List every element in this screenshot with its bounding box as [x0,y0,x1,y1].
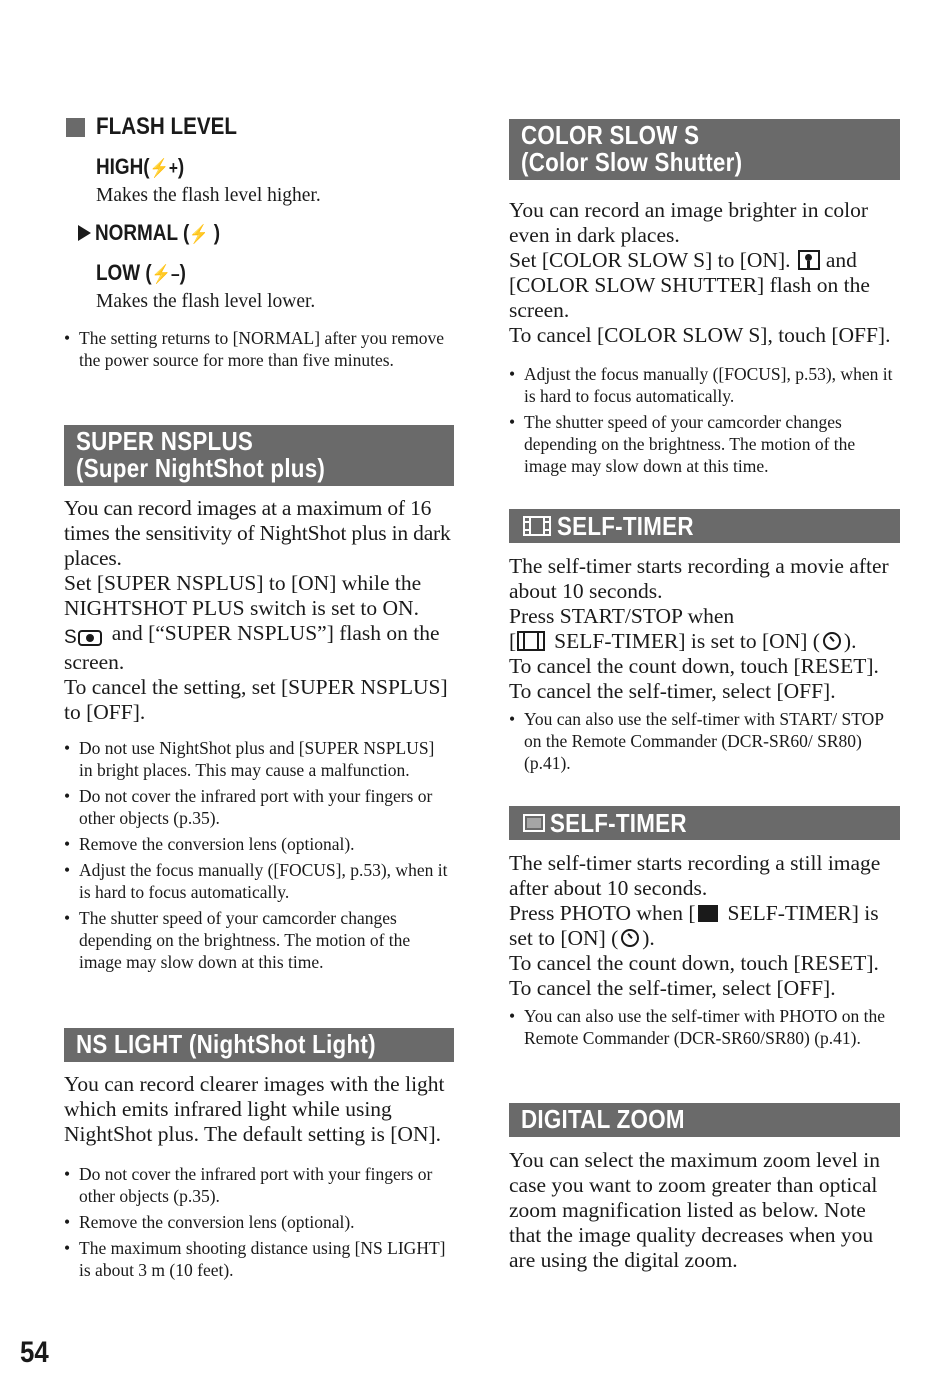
list-item: • You can also use the self-timer with START/ STOP on the Remote Commander (DCR-SR60/ SR80) (p.41). [509,708,899,774]
list-item: • Do not use NightShot plus and [SUPER NSPLUS] in bright places. This may cause a malfunction. [64,737,452,781]
flash-level-heading [66,113,260,141]
self-timer-still-para1: The self-timer starts recording a still image after about 10 seconds. [509,851,881,900]
flash-level-notes [64,327,444,375]
flash-option-normal-label: NORMAL (⚡ ) [95,220,221,245]
list-item: • You can also use the self-timer with PHOTO on the Remote Commander (DCR-SR60/SR80) (p.41). [509,1005,899,1049]
self-timer-movie-banner [509,509,900,543]
self-timer-still-notes [509,1005,899,1053]
color-slow-s-body [509,198,902,348]
timer-icon [621,929,639,947]
list-item: • Adjust the focus manually ([FOCUS], p.53), when it is hard to focus automatically. [509,363,899,407]
super-nsplus-title-line1: SUPER NSPLUS [76,426,254,456]
color-slow-s-banner [509,119,900,180]
color-slow-s-title-line2: (Color Slow Shutter) [521,147,743,177]
color-slow-s-para2: Set [COLOR SLOW S] to [ON]. and [COLOR SLOW SHUTTER] flash on the screen. [509,248,870,322]
self-timer-movie-para4: To cancel the self-timer, select [OFF]. [509,679,836,703]
list-item: • The setting returns to [NORMAL] after you remove the power source for more than five minutes. [64,327,444,371]
self-timer-still-body [509,851,902,1001]
square-bullet-icon [66,118,85,137]
super-nsplus-para2: Set [SUPER NSPLUS] to [ON] while the NIGHTSHOT PLUS switch is set to ON. [64,571,422,620]
self-timer-movie-para2b: [ SELF-TIMER] is set to [ON] ( ). [509,629,857,653]
super-nsplus-body [64,496,456,725]
flash-icon: ⚡+ [149,158,178,178]
super-nsplus-para3: S and [“SUPER NSPLUS”] flash on the screen. [64,621,440,674]
color-slow-s-title-line1: COLOR SLOW S [521,120,700,150]
flash-option-normal [78,220,240,246]
digital-zoom-title: DIGITAL ZOOM [521,1104,685,1134]
digital-zoom-banner [509,1103,900,1137]
self-timer-movie-para3: To cancel the count down, touch [RESET]. [509,654,879,678]
flash-option-low-label: LOW (⚡–) [96,260,186,285]
flash-icon: ⚡– [151,264,180,284]
ns-light-banner [64,1028,454,1062]
self-timer-movie-title: SELF-TIMER [557,510,694,541]
self-timer-movie-para1: The self-timer starts recording a movie after about 10 seconds. [509,554,889,603]
super-nsplus-para1: You can record images at a maximum of 16 times the sensitivity of NightShot plus in dark places. [64,496,451,570]
camera-frame-icon [523,814,545,832]
self-timer-still-para3: To cancel the count down, touch [RESET]. [509,951,879,975]
flash-option-high-label: HIGH(⚡+) [96,154,185,179]
color-slow-s-notes [509,363,899,481]
self-timer-still-para2: Press PHOTO when [ SELF-TIMER] is set to [ON] ( ). [509,901,879,950]
self-timer-still-banner [509,806,900,840]
self-timer-still-title: SELF-TIMER [550,807,687,838]
flash-option-high [96,154,199,180]
flash-icon: ⚡ [189,224,209,244]
film-icon [517,631,545,651]
flash-option-low-desc: Makes the flash level lower. [96,291,316,312]
color-slow-s-para1: You can record an image brighter in color even in dark places. [509,198,869,247]
ns-light-para: You can record clearer images with the light which emits infrared light while using NightShot plus. The default setting is [ON]. [64,1072,445,1146]
flash-option-low [96,260,201,286]
nightshot-icon: S [64,625,102,650]
list-item: • Remove the conversion lens (optional). [64,1211,452,1233]
self-timer-movie-para2a: Press START/STOP when [509,604,735,628]
list-item: • The maximum shooting distance using [NS LIGHT] is about 3 m (10 feet). [64,1237,452,1281]
self-timer-still-para4: To cancel the self-timer, select [OFF]. [509,976,836,1000]
list-item: • The shutter speed of your camcorder changes depending on the brightness. The motion of the image may slow down at this time. [509,411,899,477]
flash-option-high-desc: Makes the flash level higher. [96,185,321,206]
super-nsplus-para4: To cancel the setting, set [SUPER NSPLUS] to [OFF]. [64,675,448,724]
digital-zoom-para: You can select the maximum zoom level in case you want to zoom greater than optical zoom magnification listed as below. Note that the image quality decreases when you are using the digital zoom. [509,1148,881,1272]
timer-icon [823,632,841,650]
flash-level-title: FLASH LEVEL [96,113,238,140]
list-item: • The shutter speed of your camcorder changes depending on the brightness. The motion of the image may slow down at this time. [64,907,452,973]
list-item: • Do not cover the infrared port with your fingers or other objects (p.35). [64,785,452,829]
page-number: 54 [20,1336,49,1369]
ns-light-title: NS LIGHT (NightShot Light) [76,1029,376,1059]
film-icon [523,516,551,536]
self-timer-movie-notes [509,708,899,778]
list-item: • Adjust the focus manually ([FOCUS], p.53), when it is hard to focus automatically. [64,859,452,903]
color-slow-icon [798,250,820,270]
super-nsplus-title-line2: (Super NightShot plus) [76,453,326,483]
ns-light-notes [64,1163,452,1285]
super-nsplus-banner [64,425,454,486]
self-timer-movie-body [509,554,902,704]
super-nsplus-notes [64,737,452,977]
list-item: • Remove the conversion lens (optional). [64,833,452,855]
list-item: • Do not cover the infrared port with your fingers or other objects (p.35). [64,1163,452,1207]
color-slow-s-para3: To cancel [COLOR SLOW S], touch [OFF]. [509,323,891,347]
selected-arrow-icon [78,225,91,241]
camera-frame-icon [698,905,718,922]
